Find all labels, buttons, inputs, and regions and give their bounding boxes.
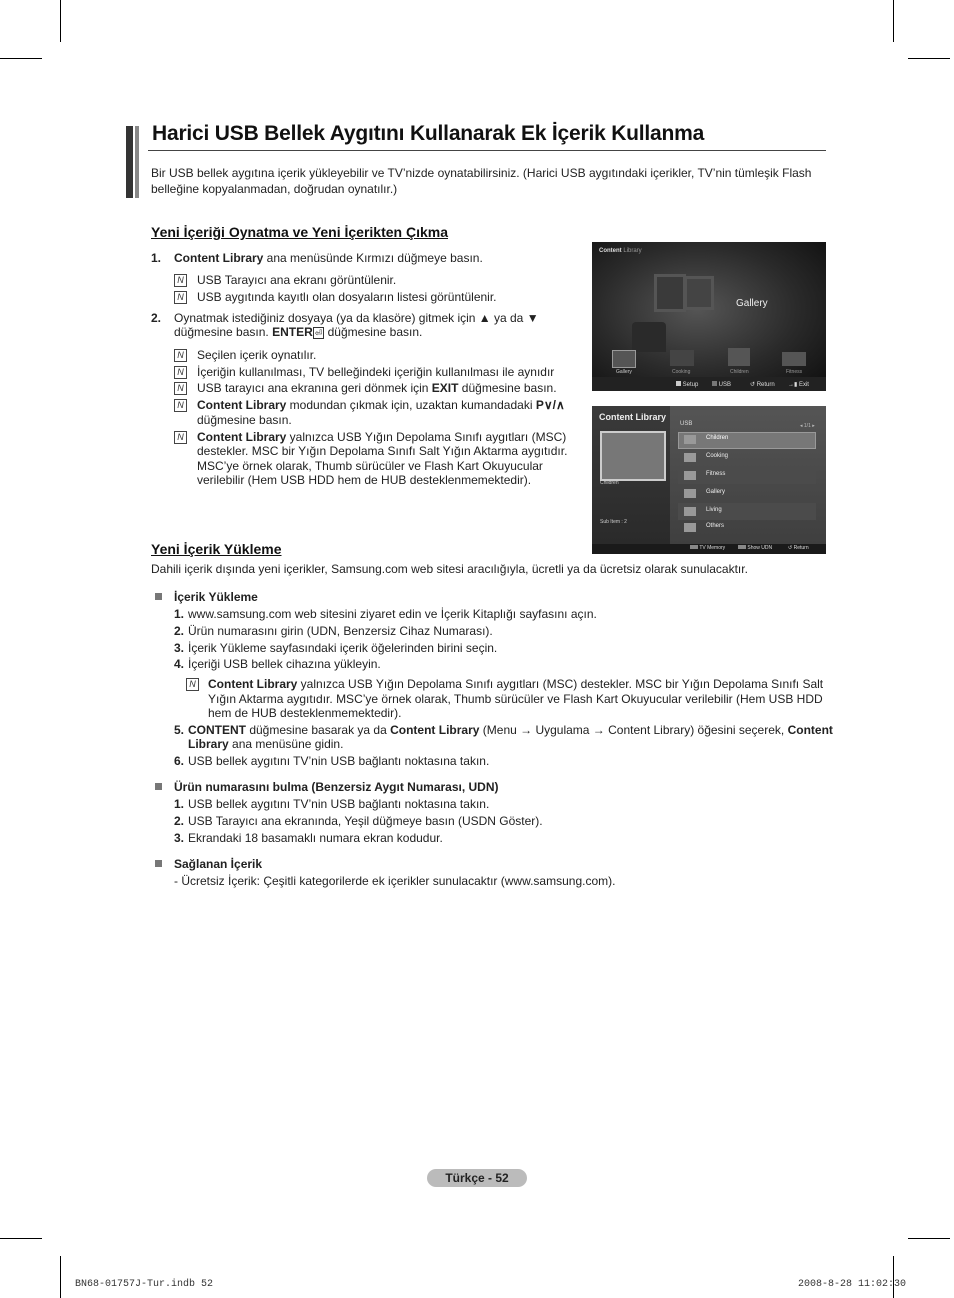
thumb-label: Children (730, 369, 749, 375)
page-number: Türkçe - 52 (427, 1169, 527, 1187)
thumb-children[interactable] (728, 348, 750, 366)
note-text: USB aygıtında kayıtlı olan dosyaların listesi görüntülenir. (197, 290, 497, 304)
row-stripe (678, 503, 816, 520)
thumb-fitness[interactable] (782, 352, 806, 366)
step-number: 2. (151, 311, 162, 325)
return-hint: ↺ Return (750, 382, 775, 388)
note-icon: N (174, 349, 187, 362)
note-text: hem de HUB desteklenmemektedir). (208, 706, 402, 720)
step-number: 3. (174, 831, 185, 845)
step-text: Ürün numarasını girin (UDN, Benzersiz Cihaz Numarası). (188, 624, 493, 638)
thumb-label: Fitness (786, 369, 803, 375)
step-text: USB Tarayıcı ana ekranında, Yeşil düğmeye basın (USDN Göster). (188, 814, 543, 828)
folder-item-selected[interactable] (678, 432, 816, 449)
folder-label: Children (600, 480, 619, 486)
step-number: 2. (174, 814, 185, 828)
content-library-screen (592, 242, 826, 391)
page-title: Harici USB Bellek Aygıtını Kullanarak Ek İçerik Kullanma (152, 122, 705, 145)
usb-hint: USB (712, 381, 731, 388)
setup-hint: Setup (676, 381, 698, 388)
note-icon: N (174, 399, 187, 412)
thumb-gallery[interactable] (612, 350, 636, 368)
bullet-title: İçerik Yükleme (174, 590, 258, 604)
step-text: USB bellek aygıtını TV’nin USB bağlantı noktasına takın. (188, 797, 490, 811)
note-text: Content Library yalnızca USB Yığın Depolama Sınıfı aygıtları (MSC) destekler. MSC bir Yığın Depolama Sınıfı Salt (208, 677, 824, 691)
step-number: 4. (174, 657, 185, 671)
title-rule (148, 150, 826, 151)
folder-icon (684, 489, 696, 498)
bullet-title: Sağlanan İçerik (174, 857, 263, 871)
bullet-text: - Ücretsiz İçerik: Çeşitli kategorilerde ek içerikler sunulacaktır (www.samsung.com). (174, 874, 616, 888)
bullet-square (155, 593, 162, 600)
gallery-label: Gallery (736, 298, 768, 309)
usb-browser-screen (592, 406, 826, 554)
sub-item: Sub Item : 2 (600, 519, 627, 525)
enter-icon: ⏎ (314, 328, 323, 338)
folder-preview (600, 431, 666, 481)
chair-image (632, 322, 666, 352)
folder-icon (684, 453, 696, 462)
footer-file: BN68-01757J-Tur.indb 52 (75, 1279, 214, 1290)
page-indicator: ◂ 1/1 ▸ (800, 423, 815, 429)
note-text: USB tarayıcı ana ekranına geri dönmek için EXIT düğmesine basın. (197, 381, 557, 395)
folder-icon (684, 471, 696, 480)
step-number: 6. (174, 754, 185, 768)
crop-mark (60, 1256, 61, 1298)
step-number: 1. (174, 797, 185, 811)
folder-icon (684, 523, 696, 532)
step-number: 1. (174, 607, 185, 621)
note-text: Content Library yalnızca USB Yığın Depolama Sınıfı aygıtları (MSC) (197, 430, 567, 444)
folder-icon (684, 435, 696, 444)
step-number: 5. (174, 723, 185, 737)
step-2-line-1: Oynatmak istediğiniz dosyaya (ya da klasöre) gitmek için ▲ ya da ▼ (174, 311, 539, 325)
bullet-square (155, 783, 162, 790)
step-text: Ekrandaki 18 basamaklı numara ekran kodudur. (188, 831, 443, 845)
folder-name[interactable]: Children (706, 435, 729, 441)
crop-mark (0, 58, 42, 59)
note-icon: N (174, 431, 187, 444)
crop-mark (893, 1256, 894, 1298)
section-heading: Yeni İçerik Yükleme (151, 541, 282, 557)
step-number: 2. (174, 624, 185, 638)
picture-frame (654, 274, 686, 312)
step-text: www.samsung.com web sitesini ziyaret edin ve İçerik Kitaplığı sayfasını açın. (188, 607, 597, 621)
picture-frame (684, 276, 714, 310)
footer-timestamp: 2008-8-28 11:02:30 (798, 1279, 907, 1290)
step-number: 1. (151, 251, 162, 265)
note-text: Seçilen içerik oynatılır. (197, 348, 317, 362)
usb-label: USB (680, 421, 693, 427)
folder-name[interactable]: Living (706, 507, 722, 513)
thumb-cooking[interactable] (670, 350, 694, 366)
folder-icon (684, 507, 696, 516)
note-text: düğmesine basın. (197, 413, 292, 427)
crop-mark (0, 1238, 42, 1239)
note-text: Yığın Aktarma aygıtıdır. MSC’ye örnek olarak, Thumb sürücüler ve Flash Kart Okuyucular verilebilir (Hem USB HDD (208, 692, 823, 706)
folder-name[interactable]: Others (706, 523, 725, 529)
note-icon: N (174, 382, 187, 395)
crop-mark (908, 1238, 950, 1239)
folder-name[interactable]: Fitness (706, 471, 726, 477)
step-text: İçeriği USB bellek cihazına yükleyin. (188, 657, 381, 671)
crop-mark (60, 0, 61, 42)
folder-name[interactable]: Gallery (706, 489, 726, 495)
note-text: USB Tarayıcı ana ekranı görüntülenir. (197, 273, 397, 287)
intro-line-1: Bir USB bellek aygıtına içerik yükleyebilir ve TV’nizde oynatabilirsiniz. (Harici USB aygıtındaki içerikler, TV’nin tümleşik Flash (151, 166, 812, 180)
row-stripe (678, 467, 816, 484)
note-icon: N (186, 678, 199, 691)
thumb-label: Gallery (616, 369, 632, 375)
show-udn-hint: Show UDN (738, 545, 772, 551)
note-text: destekler. MSC bir Yığın Depolama Sınıfı Salt Yığın Aktarma aygıtıdır. (197, 444, 568, 458)
step-number: 3. (174, 641, 185, 655)
step-1-text: Content Library ana menüsünde Kırmızı düğmeye basın. (174, 251, 483, 265)
note-icon: N (174, 274, 187, 287)
step-2-line-2: düğmesine basın. ENTER ⏎ düğmesine basın. (174, 325, 423, 339)
note-text: İçeriğin kullanılması, TV belleğindeki içeriğin kullanılması ile aynıdır (197, 365, 555, 379)
thumb-label: Cooking (672, 369, 691, 375)
screen-header: Content Library (599, 248, 642, 254)
note-text: verilebilir (Hem USB HDD hem de HUB desteklenmemektedir). (197, 473, 532, 487)
intro-line-2: belleğine kopyalanmadan, doğrudan oynatılır.) (151, 182, 398, 196)
note-text: Content Library modundan çıkmak için, uzaktan kumandadaki P∨/∧ (197, 398, 565, 412)
return-hint: ↺ Return (788, 545, 809, 551)
crop-mark (908, 58, 950, 59)
step-text: Library ana menüsüne gidin. (188, 737, 344, 751)
note-icon: N (174, 366, 187, 379)
step-text: USB bellek aygıtını TV’nin USB bağlantı noktasına takın. (188, 754, 490, 768)
exit-hint: →▮ Exit (788, 382, 809, 388)
note-icon: N (174, 291, 187, 304)
section-intro: Dahili içerik dışında yeni içerikler, Samsung.com web sitesi aracılığıyla, ücretli ya da ücretsiz olarak sunulacaktır. (151, 562, 748, 576)
bullet-square (155, 860, 162, 867)
bullet-title: Ürün numarasını bulma (Benzersiz Aygıt Numarası, UDN) (174, 780, 499, 794)
folder-name[interactable]: Cooking (706, 453, 729, 459)
section-heading: Yeni İçeriği Oynatma ve Yeni İçerikten Çıkma (151, 224, 449, 240)
note-text: MSC’ye örnek olarak, Thumb sürücüler ve Flash Kart Okuyucular (197, 459, 543, 473)
step-text: İçerik Yükleme sayfasındaki içerik öğelerinden birini seçin. (188, 641, 498, 655)
tv-memory-hint: TV Memory (690, 545, 725, 551)
step-text: CONTENT düğmesine basarak ya da Content Library (Menu → Uygulama → Content Library) öğesini seçerek, Content (188, 723, 833, 737)
crop-mark (893, 0, 894, 42)
screen-title: Content Library (599, 412, 667, 422)
